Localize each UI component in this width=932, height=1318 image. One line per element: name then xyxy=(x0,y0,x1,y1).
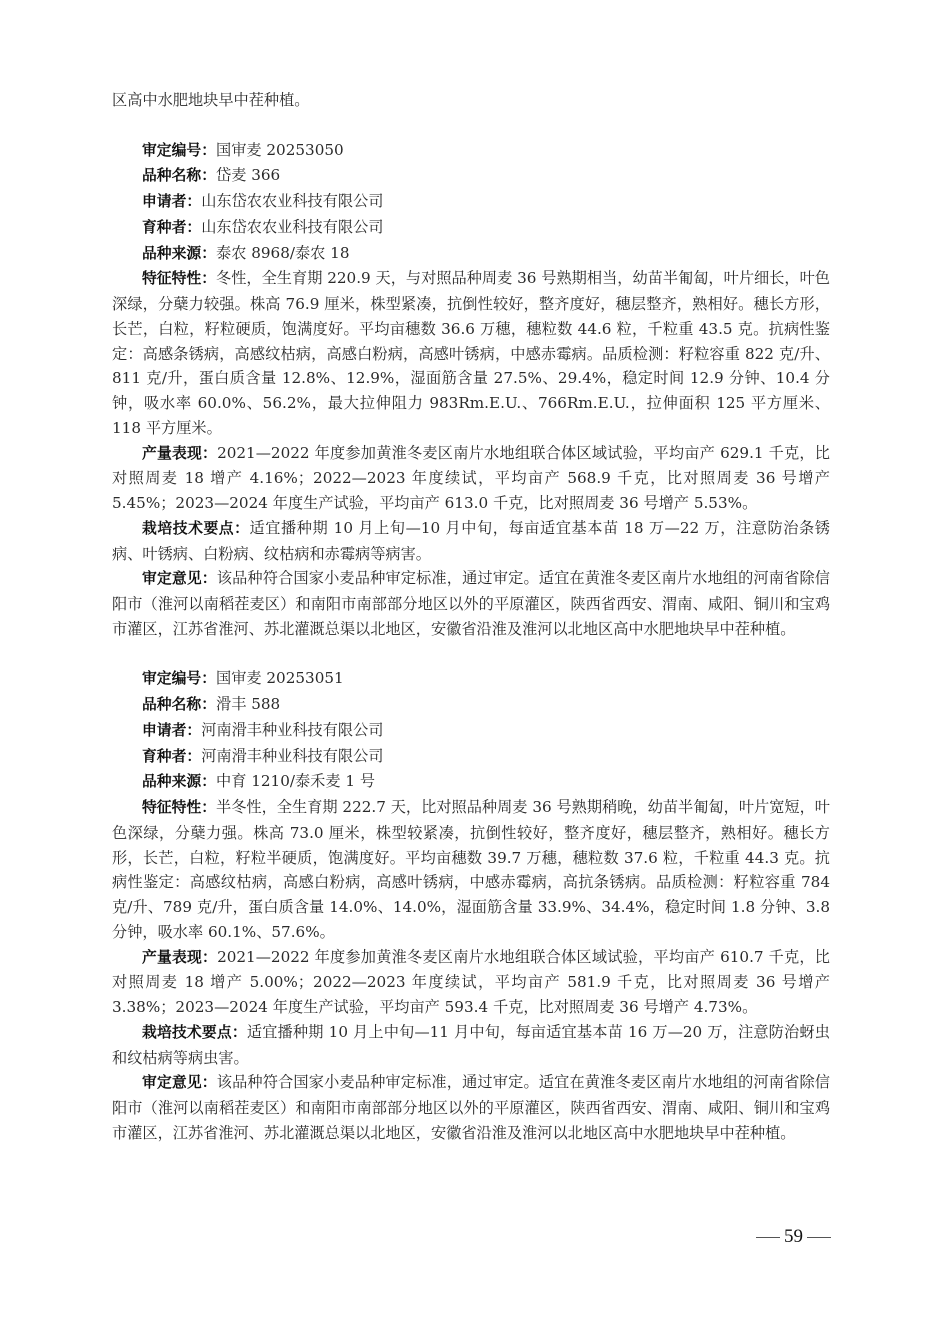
traits-label: 特征特性： xyxy=(142,799,217,816)
approval-number xyxy=(112,666,830,692)
breeder-label: 育种者： xyxy=(142,747,202,765)
dash-right xyxy=(807,1237,831,1238)
cultivation-paragraph xyxy=(112,1020,830,1071)
applicant-value: 河南滑丰种业科技有限公司 xyxy=(201,720,384,739)
continuation-text: 区高中水肥地块早中茬种植。 xyxy=(112,91,310,109)
breeder xyxy=(112,744,830,770)
yield-label: 产量表现： xyxy=(142,948,218,966)
variety-source-label: 品种来源： xyxy=(142,773,216,791)
applicant xyxy=(112,718,830,744)
variety-source xyxy=(112,769,830,795)
breeder-value: 河南滑丰种业科技有限公司 xyxy=(201,746,384,765)
breeder-value: 山东岱农农业科技有限公司 xyxy=(201,217,384,236)
dash-left xyxy=(756,1237,780,1238)
opinion-paragraph xyxy=(112,1070,830,1145)
approval-number xyxy=(112,138,830,164)
opinion-label: 审定意见： xyxy=(142,570,217,588)
variety-name xyxy=(112,692,830,718)
traits-text: 冬性，全生育期 220.9 天，与对照品种周麦 36 号熟期相当，幼苗半匍匐，叶片细长，叶色深绿，分蘖力较强。株高 76.9 厘米，株型紧凑，抗倒性较好，整齐度好，穗层整齐，熟相好。穗长方形，长芒，白粒，籽粒硬质，饱满度好。平均亩穗数 36.6 万穗，穗粒数 44.6 粒，千粒重 43.5 克。抗病性鉴定：高感条锈病，高感纹枯病，高感白粉病，高感叶锈病，中感赤霉病。品质检测：籽粒容重 822 克/升、811 克/升，蛋白质含量 12.8%、12.9%，湿面筋含量 27.5%、29.4%，稳定时间 12.9 分钟、10.4 分钟，吸水率 60.0%、56.2%，最大拉伸阻力 983Rm.E.U.、766Rm.E.U.，拉伸面积 125 平方厘米、118 平方厘米。 xyxy=(112,269,830,437)
cultivation-label: 栽培技术要点： xyxy=(142,519,250,537)
page-number xyxy=(752,1226,835,1248)
variety-source-value: 中育 1210/泰禾麦 1 号 xyxy=(216,772,376,791)
yield-paragraph xyxy=(112,441,830,516)
document-page xyxy=(112,88,830,1146)
breeder-label: 育种者： xyxy=(142,218,202,236)
yield-text: 2021—2022 年度参加黄淮冬麦区南片水地组联合体区域试验，平均亩产 610.7 千克，比对照周麦 18 增产 5.00%；2022—2023 年度续试，平均亩产 581.9 千克，比对照周麦 36 号增产 3.38%；2023—2024 年度生产试验，平均亩产 593.4 千克，比对照周麦 36 号增产 4.73%。 xyxy=(112,947,830,1016)
opinion-text: 该品种符合国家小麦品种审定标准，通过审定。适宜在黄淮冬麦区南片水地组的河南省除信阳市（淮河以南稻茬麦区）和南阳市南部部分地区以外的平原灌区，陕西省西安、渭南、咸阳、铜川和宝鸡市灌区，江苏省淮河、苏北灌溉总渠以北地区，安徽省沿淮及淮河以北地区高中水肥地块早中茬种植。 xyxy=(112,569,830,638)
variety-source xyxy=(112,241,830,267)
cultivation-label: 栽培技术要点： xyxy=(142,1023,247,1041)
variety-name-value: 岱麦 366 xyxy=(216,166,281,185)
applicant-value: 山东岱农农业科技有限公司 xyxy=(201,192,384,210)
traits-paragraph xyxy=(112,795,830,945)
variety-name xyxy=(112,163,830,189)
approval-number-value: 国审麦 20253051 xyxy=(216,669,344,688)
yield-text: 2021—2022 年度参加黄淮冬麦区南片水地组联合体区域试验，平均亩产 629.1 千克，比对照周麦 18 增产 4.16%；2022—2023 年度续试，平均亩产 568.9 千克，比对照周麦 36 号增产 5.45%；2023—2024 年度生产试验，平均亩产 613.0 千克，比对照周麦 36 号增产 5.53%。 xyxy=(112,443,830,512)
spacer xyxy=(112,113,830,138)
traits-text: 半冬性，全生育期 222.7 天，比对照品种周麦 36 号熟期稍晚，幼苗半匍匐，叶片宽短，叶色深绿，分蘖力强。株高 73.0 厘米，株型较紧凑，抗倒性较好，整齐度好，穗层整齐，熟相好。穗长方形，长芒，白粒，籽粒半硬质，饱满度好。平均亩穗数 39.7 万穗，穗粒数 37.6 粒，千粒重 44.3 克。抗病性鉴定：高感纹枯病，高感白粉病，高感叶锈病，中感赤霉病，高抗条锈病。品质检测：籽粒容重 784 克/升、789 克/升，蛋白质含量 14.0%、14.0%，湿面筋含量 33.9%、34.4%，稳定时间 1.8 分钟、3.8 分钟，吸水率 60.1%、57.6%。 xyxy=(112,798,830,941)
cultivation-text: 适宜播种期 10 月上旬—10 月中旬，每亩适宜基本苗 18 万—22 万，注意防治条锈病、叶锈病、白粉病、纹枯病和赤霉病等病害。 xyxy=(112,518,830,563)
page-number-value: 59 xyxy=(784,1226,803,1247)
spacer xyxy=(112,642,830,667)
variety-name-value: 滑丰 588 xyxy=(216,695,281,713)
breeder xyxy=(112,215,830,241)
opinion-label: 审定意见： xyxy=(142,1074,217,1092)
yield-paragraph xyxy=(112,945,830,1020)
variety-name-label: 品种名称： xyxy=(142,696,216,713)
variety-entry-1 xyxy=(112,138,830,642)
approval-number-value: 国审麦 20253050 xyxy=(216,140,344,159)
traits-paragraph xyxy=(112,266,830,440)
traits-label: 特征特性： xyxy=(142,270,217,288)
opinion-paragraph xyxy=(112,566,830,641)
variety-source-label: 品种来源： xyxy=(142,244,216,262)
cultivation-text: 适宜播种期 10 月上中旬—11 月中旬，每亩适宜基本苗 16 万—20 万，注意防治蚜虫和纹枯病等病虫害。 xyxy=(112,1022,830,1067)
variety-source-value: 泰农 8968/泰农 18 xyxy=(216,243,350,262)
yield-label: 产量表现： xyxy=(142,444,218,462)
applicant xyxy=(112,189,830,215)
variety-name-label: 品种名称： xyxy=(142,167,216,185)
cultivation-paragraph xyxy=(112,516,830,567)
approval-number-label: 审定编号： xyxy=(142,670,216,688)
variety-entry-2 xyxy=(112,666,830,1145)
opinion-text: 该品种符合国家小麦品种审定标准，通过审定。适宜在黄淮冬麦区南片水地组的河南省除信阳市（淮河以南稻茬麦区）和南阳市南部部分地区以外的平原灌区，陕西省西安、渭南、咸阳、铜川和宝鸡市灌区，江苏省淮河、苏北灌溉总渠以北地区，安徽省沿淮及淮河以北地区高中水肥地块早中茬种植。 xyxy=(112,1073,830,1142)
applicant-label: 申请者： xyxy=(142,721,202,739)
approval-number-label: 审定编号： xyxy=(142,141,216,159)
applicant-label: 申请者： xyxy=(142,193,202,210)
